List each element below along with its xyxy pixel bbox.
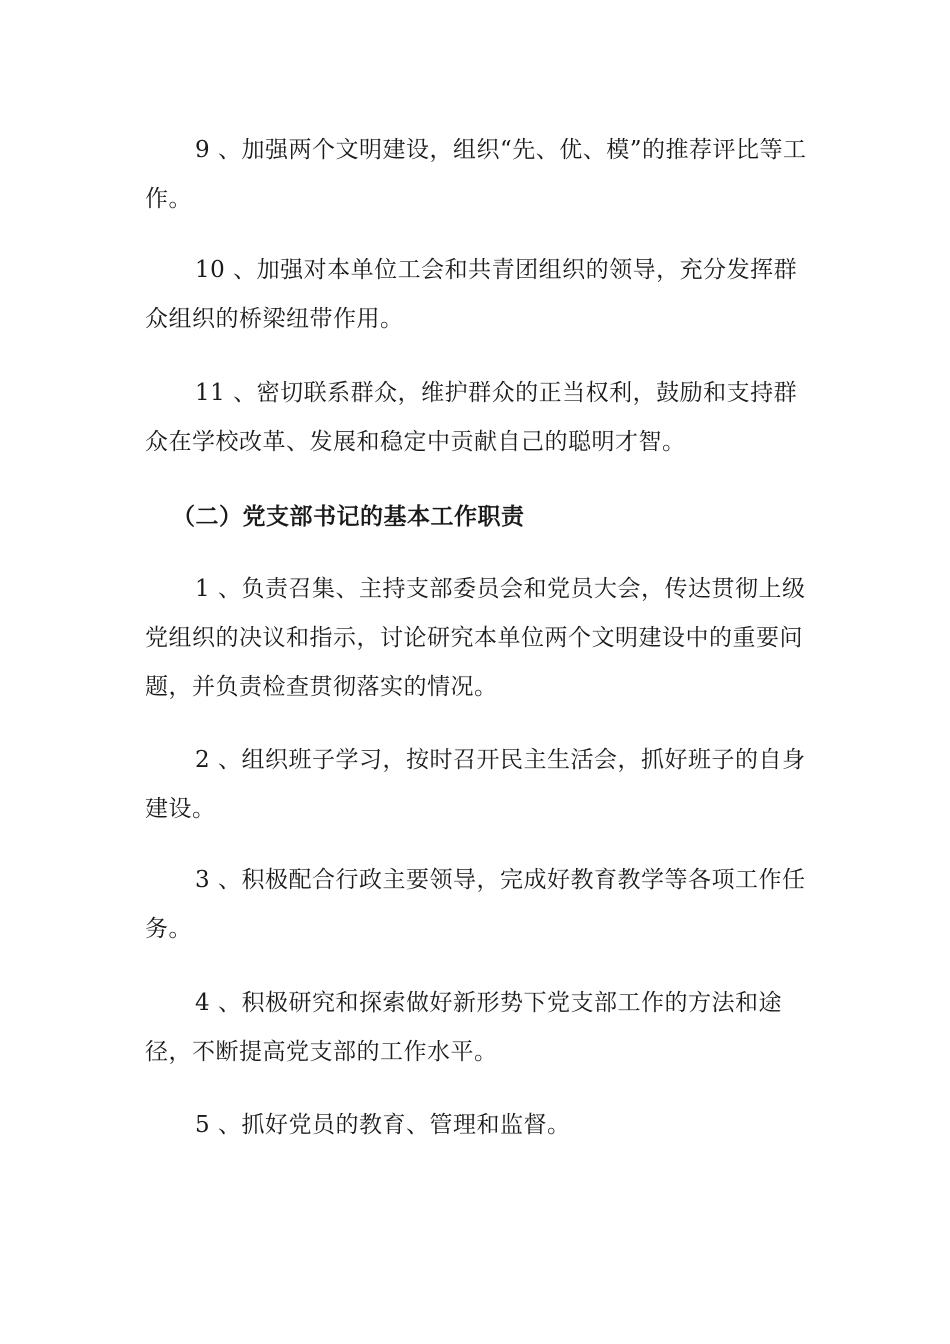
paragraph-item-4: 4 、积极研究和探索做好新形势下党支部工作的方法和途径，不断提高党支部的工作水平。: [145, 990, 782, 1065]
paragraph-item-1: 1 、负责召集、主持支部委员会和党员大会，传达贯彻上级党组织的决议和指示，讨论研究本单位两个文明建设中的重要问题，并负责检查贯彻落实的情况。: [145, 576, 806, 700]
paragraph-item-10: 10 、加强对本单位工会和共青团组织的领导，充分发挥群众组织的桥梁纽带作用。: [145, 257, 798, 332]
paragraph-item-2: 2 、组织班子学习，按时召开民主生活会，抓好班子的自身建设。: [145, 747, 806, 822]
paragraph-item-11: 11 、密切联系群众，维护群众的正当权利，鼓励和支持群众在学校改革、发展和稳定中贡献自己的聪明才智。: [145, 380, 798, 455]
section-heading: （二）党支部书记的基本工作职责: [172, 503, 525, 530]
paragraph-item-3: 3 、积极配合行政主要领导，完成好教育教学等各项工作任务。: [145, 867, 806, 942]
paragraph-item-5: 5 、抓好党员的教育、管理和监督。: [195, 1112, 571, 1138]
paragraph-item-9: 9 、加强两个文明建设，组织“先、优、模”的推荐评比等工作。: [145, 137, 807, 212]
